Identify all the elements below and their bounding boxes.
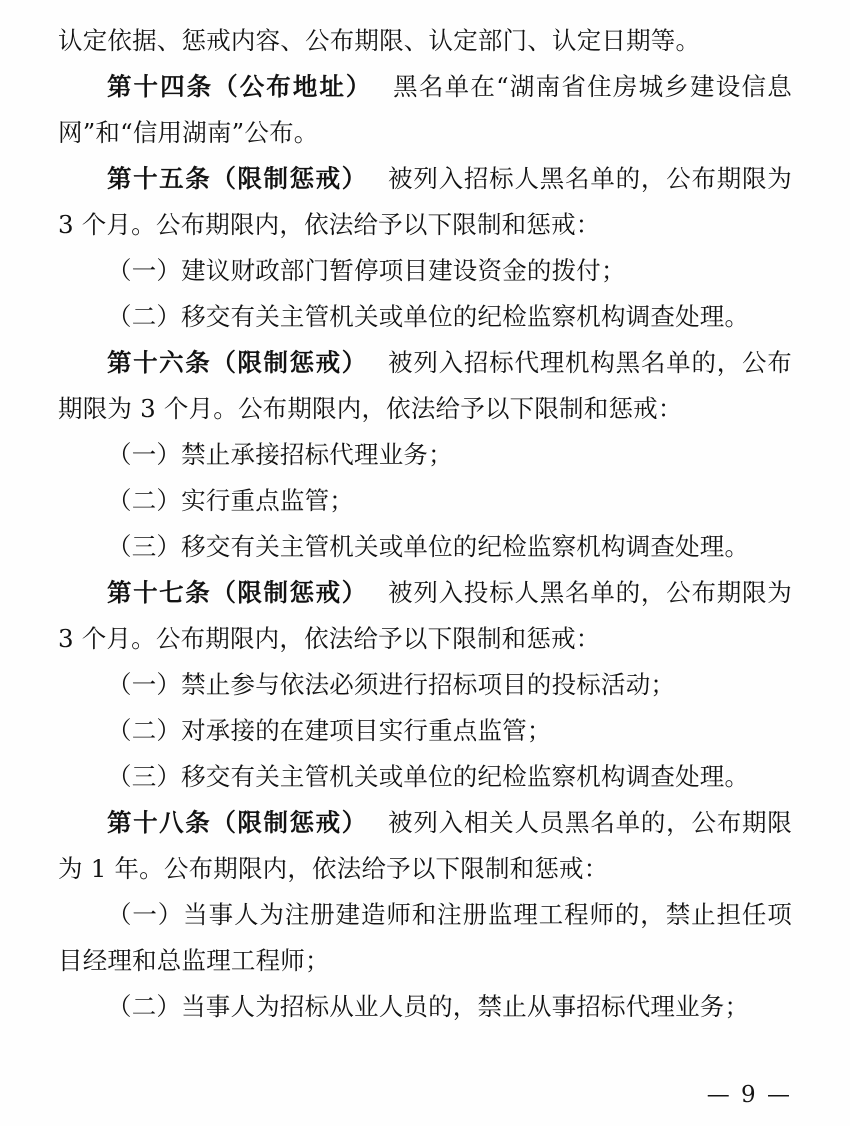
article-heading-14: 第十四条（公布地址） — [107, 72, 373, 101]
article-text-14: 黑名单在“湖南省住房城乡建设信息网”和“信用湖南”公布。 — [58, 72, 792, 147]
article-paragraph-14 — [58, 64, 792, 156]
page-number: — 9 — — [706, 1082, 792, 1108]
article-heading-15: 第十五条（限制惩戒） — [107, 164, 368, 193]
article-text-15: 被列入招标人黑名单的，公布期限为 3 个月。公布期限内，依法给予以下限制和惩戒： — [58, 164, 793, 239]
article-paragraph-17 — [58, 570, 792, 662]
document-body — [58, 18, 792, 1030]
paragraph-continued: 认定依据、惩戒内容、公布期限、认定部门、认定日期等。 — [58, 26, 701, 55]
list-item: （一）建议财政部门暂停项目建设资金的拨付； — [107, 256, 626, 285]
list-item: （二）实行重点监管； — [107, 486, 354, 515]
list-item: （一）当事人为注册建造师和注册监理工程师的，禁止担任项目经理和总监理工程师； — [58, 900, 792, 975]
article-text-18: 被列入相关人员黑名单的，公布期限为 1 年。公布期限内，依法给予以下限制和惩戒： — [58, 808, 793, 883]
article-heading-17: 第十七条（限制惩戒） — [107, 578, 368, 607]
list-item: （三）移交有关主管机关或单位的纪检监察机构调查处理。 — [107, 762, 750, 791]
list-item: （三）移交有关主管机关或单位的纪检监察机构调查处理。 — [107, 532, 750, 561]
list-item: （二）移交有关主管机关或单位的纪检监察机构调查处理。 — [107, 302, 750, 331]
list-item: （一）禁止参与依法必须进行招标项目的投标活动； — [107, 670, 676, 699]
list-item: （二）当事人为招标从业人员的，禁止从事招标代理业务； — [107, 992, 750, 1021]
article-heading-18: 第十八条（限制惩戒） — [107, 808, 368, 837]
article-paragraph-15 — [58, 156, 792, 248]
article-text-17: 被列入投标人黑名单的，公布期限为 3 个月。公布期限内，依法给予以下限制和惩戒： — [58, 578, 793, 653]
list-item: （二）对承接的在建项目实行重点监管； — [107, 716, 552, 745]
article-paragraph-16 — [58, 340, 792, 432]
article-heading-16: 第十六条（限制惩戒） — [107, 348, 368, 377]
list-item: （一）禁止承接招标代理业务； — [107, 440, 453, 469]
article-text-16: 被列入招标代理机构黑名单的，公布期限为 3 个月。公布期限内，依法给予以下限制和惩戒： — [58, 348, 793, 423]
article-paragraph-18 — [58, 800, 792, 892]
